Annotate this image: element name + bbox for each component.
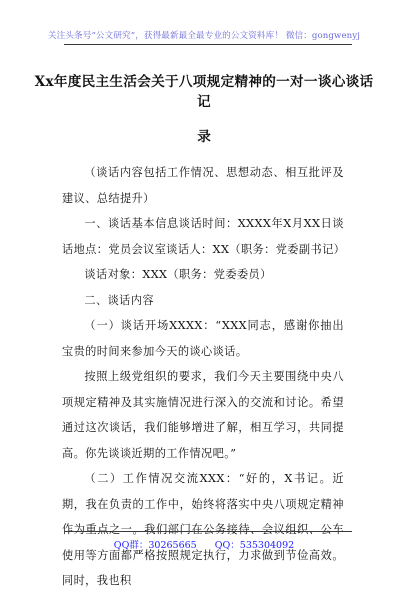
paragraph: （一）谈话开场XXXX：“XXX同志，感谢你抽出宝贵的时间来参加今天的谈心谈话。 [62,319,344,358]
paragraph: （谈话内容包括工作情况、思想动态、相互批评及建议、总结提升） [62,166,344,205]
qq-number: QQ：535304092 [214,540,295,551]
paragraph: （二）工作情况交流XXX：“好的，X书记。近期，我在负责的工作中，始终将落实中央八项规定精神作为重点之一。我们部门在公务接待、会议组织、公车使用等方面都严格按照规定执行，力求做到节俭高效。同时，我也积 [62,472,344,587]
paragraph: 二、谈话内容 [84,293,154,307]
document-title-continuation: 录 [197,129,211,145]
page-footer [0,531,408,553]
document-body [62,160,344,594]
footer-divider [64,531,352,532]
page-header [0,0,408,45]
qq-group-number: QQ群：30265665 [113,540,197,551]
paragraph: 按照上级党组织的要求，我们今天主要围绕中央八项规定精神及其实施情况进行深入的交流和讨论。希望通过这次谈话，我们能够增进了解，相互学习，共同提高。你先谈谈近期的工作情况吧。” [62,370,344,460]
paragraph: 谈话对象：XXX（职务：党委委员） [84,268,272,281]
document-title: Xx年度民主生活会关于八项规定精神的一对一谈心谈话记 [34,74,374,110]
footer-contact [0,537,408,551]
header-promo-text: 关注头条号“公文研究”，获得最新最全最专业的公文资料库！ 微信：gongwenyj [47,31,361,41]
paragraph: 一、谈话基本信息谈话时间：XXXX年X月XX日谈话地点：党员会议室谈话人：XX（职务：党委副书记） [62,217,346,256]
header-divider [64,44,352,45]
